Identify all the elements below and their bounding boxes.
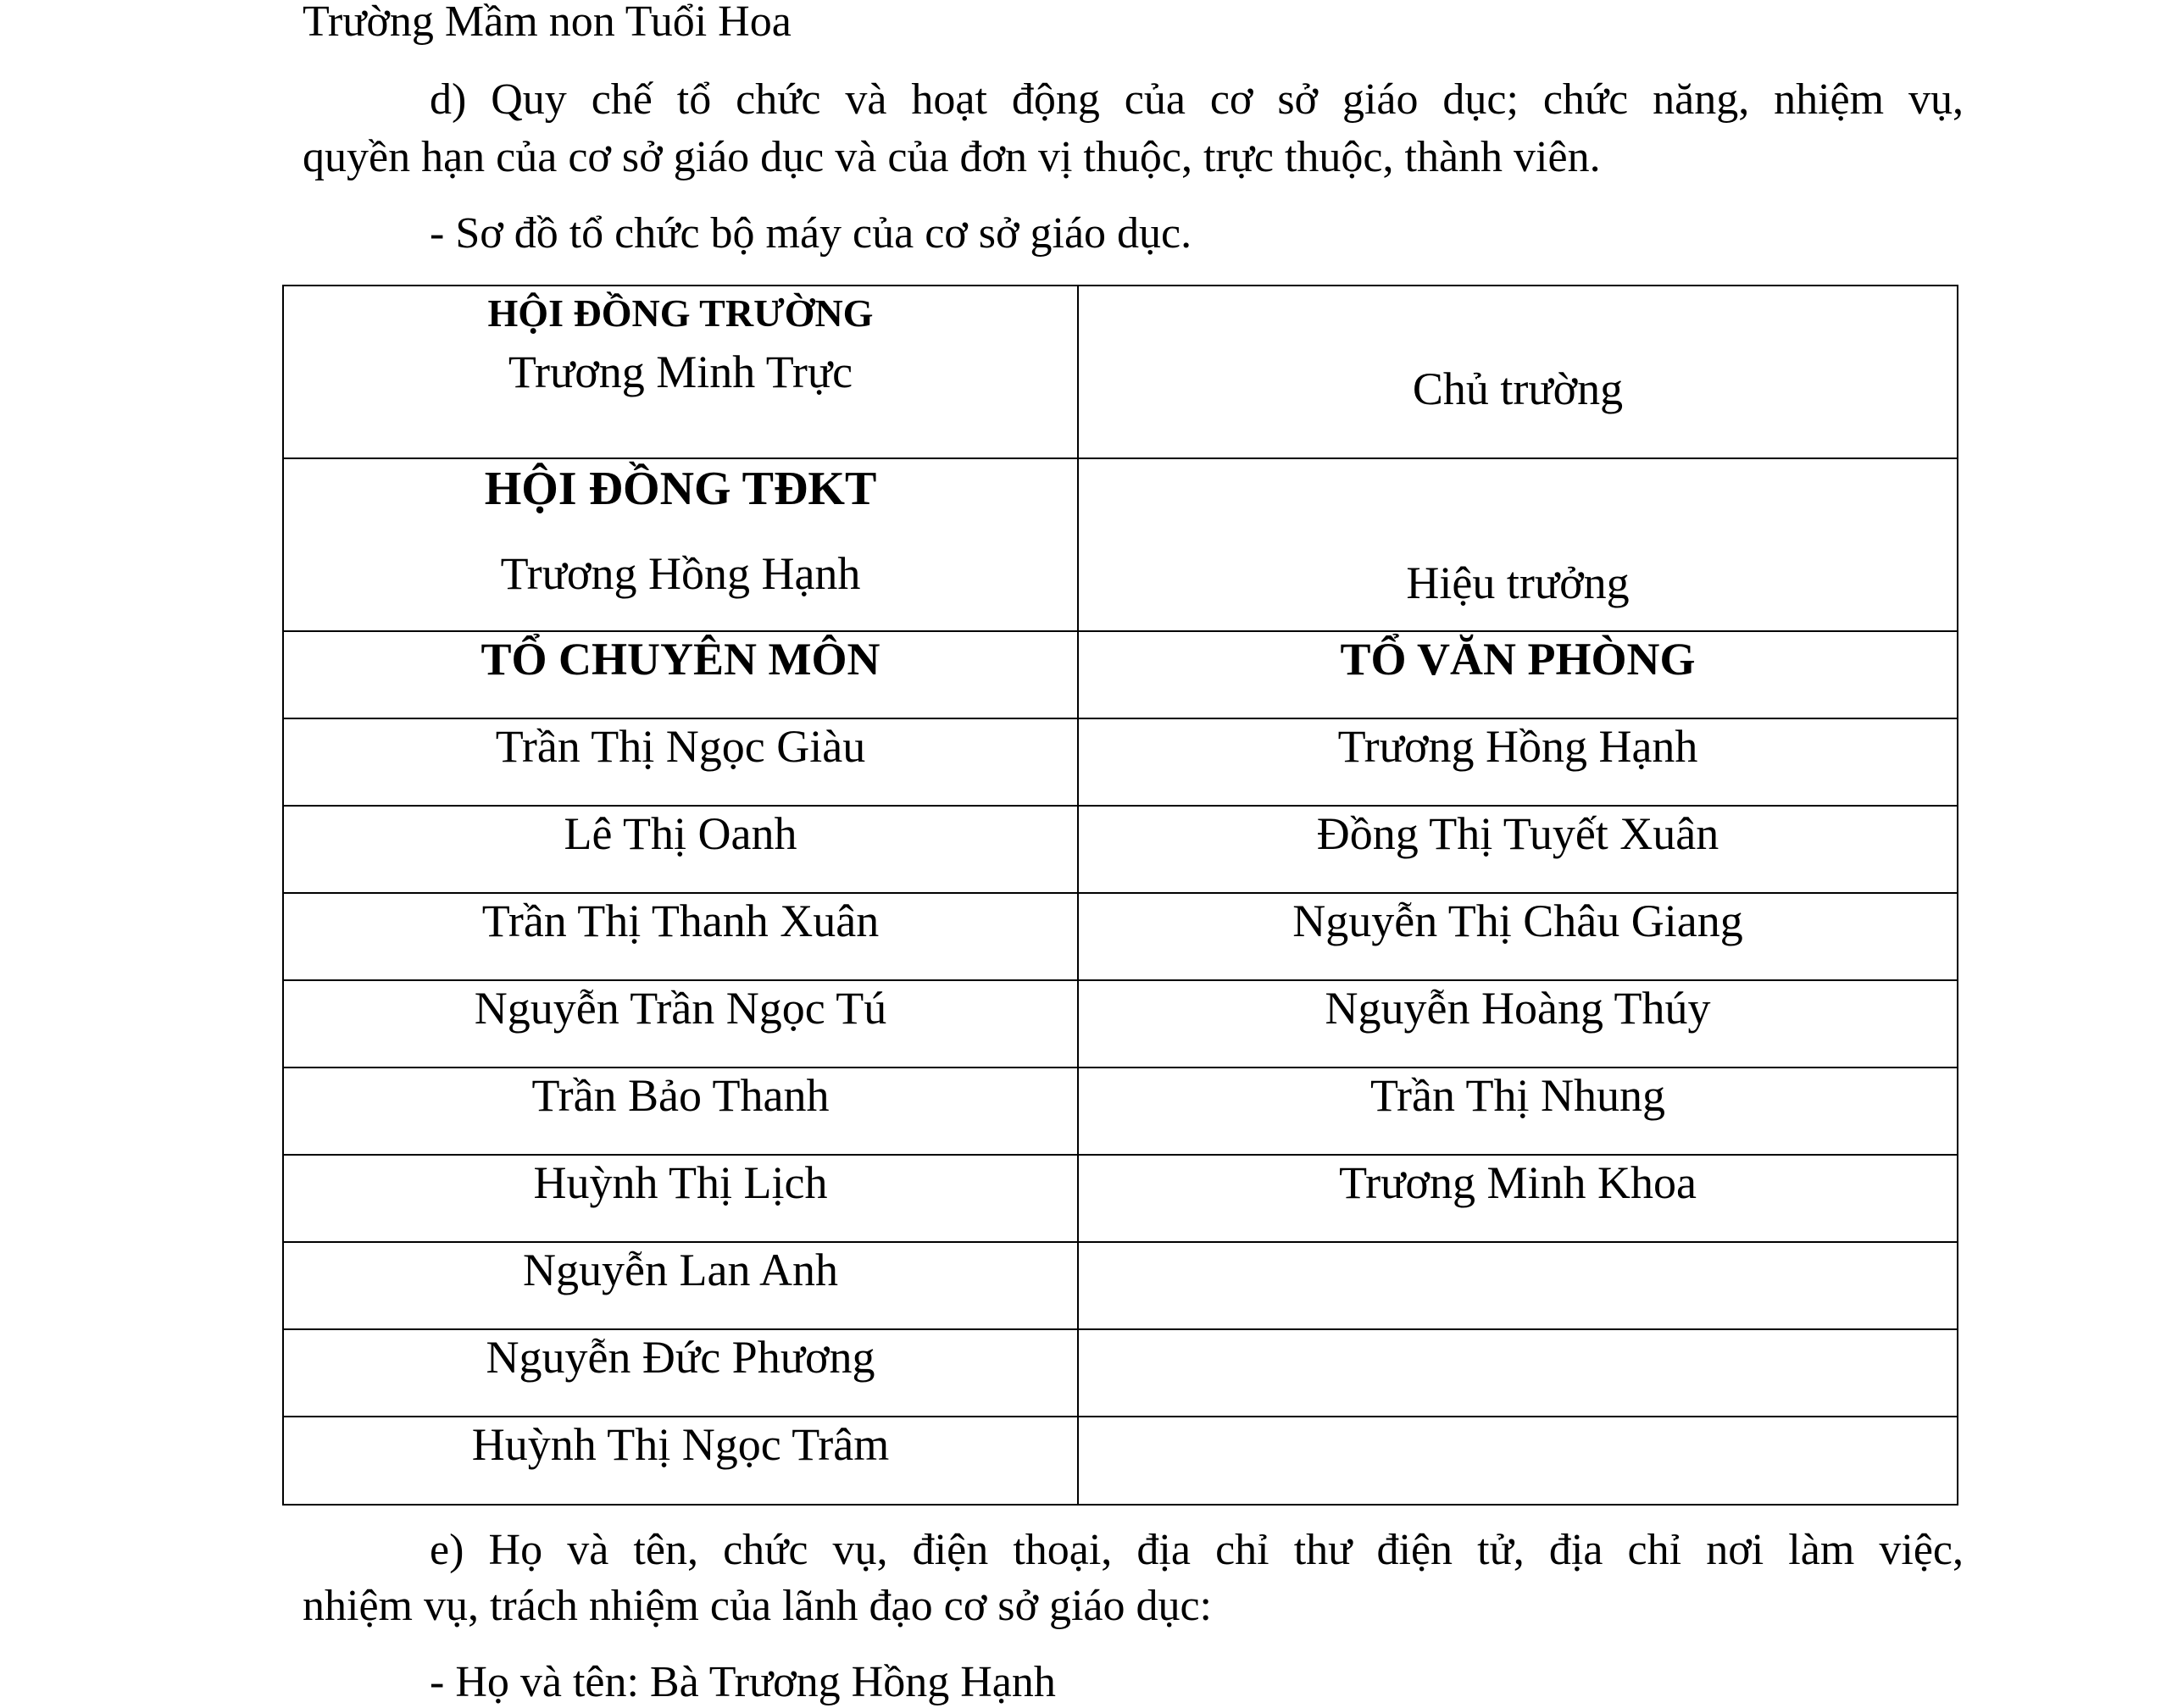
office-member: Nguyễn Hoàng Thúy [1078, 980, 1958, 1068]
professional-group-header: TỔ CHUYÊN MÔN [283, 631, 1078, 718]
table-row [283, 1417, 1958, 1505]
office-member [1078, 1329, 1958, 1417]
professional-member: Huỳnh Thị Lịch [283, 1155, 1078, 1242]
award-council-name: Trương Hồng Hạnh [500, 548, 861, 599]
council-cell [283, 286, 1078, 458]
award-council-row [283, 458, 1958, 631]
professional-member: Trần Thị Ngọc Giàu [283, 718, 1078, 806]
council-title: HỘI ĐỒNG TRƯỜNG [487, 291, 874, 335]
office-member [1078, 1417, 1958, 1505]
paragraph-e [303, 1525, 1964, 1576]
paragraph-d-line-1: d) Quy chế tổ chức và hoạt động của cơ sở giáo dục; chức năng, nhiệm vụ, [430, 75, 1964, 124]
professional-member: Trần Bảo Thanh [283, 1068, 1078, 1155]
paragraph-e-line-1: e) Họ và tên, chức vụ, điện thoại, địa chỉ thư điện tử, địa chỉ nơi làm việc, [430, 1526, 1964, 1574]
council-row [283, 286, 1958, 458]
paragraph-d-line-2: quyền hạn của cơ sở giáo dục và của đơn vị thuộc, trực thuộc, thành viên. [303, 133, 1601, 181]
professional-member: Huỳnh Thị Ngọc Trâm [283, 1417, 1078, 1505]
professional-member: Nguyễn Trần Ngọc Tú [283, 980, 1078, 1068]
office-member [1078, 1242, 1958, 1329]
office-member: Nguyễn Thị Châu Giang [1078, 893, 1958, 980]
paragraph-d [303, 75, 1964, 125]
award-council-role: Hiệu trưởng [1406, 557, 1630, 608]
table-row [283, 1329, 1958, 1417]
org-chart-intro: - Sơ đồ tổ chức bộ máy của cơ sở giáo dục. [430, 209, 1192, 258]
table-row [283, 718, 1958, 806]
table-row [283, 1155, 1958, 1242]
professional-member: Nguyễn Đức Phương [283, 1329, 1078, 1417]
leader-name-line: - Họ và tên: Bà Trương Hồng Hạnh [430, 1658, 1056, 1706]
office-member: Trương Minh Khoa [1078, 1155, 1958, 1242]
council-role-cell [1078, 286, 1958, 458]
award-council-title: HỘI ĐỒNG TĐKT [484, 463, 877, 515]
council-name: Trương Minh Trực [508, 347, 853, 397]
office-member: Trương Hồng Hạnh [1078, 718, 1958, 806]
award-council-role-cell [1078, 458, 1958, 631]
table-row [283, 1242, 1958, 1329]
table-row [283, 1068, 1958, 1155]
professional-member: Lê Thị Oanh [283, 806, 1078, 893]
council-role: Chủ trường [1412, 363, 1624, 414]
org-chart-table [282, 285, 1958, 1506]
paragraph-e-line-2: nhiệm vụ, trách nhiệm của lãnh đạo cơ sở giáo dục: [303, 1582, 1213, 1630]
professional-member: Nguyễn Lan Anh [283, 1242, 1078, 1329]
award-council-cell [283, 458, 1078, 631]
office-member: Trần Thị Nhung [1078, 1068, 1958, 1155]
table-row [283, 806, 1958, 893]
professional-member: Trần Thị Thanh Xuân [283, 893, 1078, 980]
office-group-header: TỔ VĂN PHÒNG [1078, 631, 1958, 718]
school-name-line: Trường Mầm non Tuổi Hoa [303, 0, 792, 46]
office-member: Đồng Thị Tuyết Xuân [1078, 806, 1958, 893]
table-row [283, 893, 1958, 980]
group-header-row [283, 631, 1958, 718]
table-row [283, 980, 1958, 1068]
